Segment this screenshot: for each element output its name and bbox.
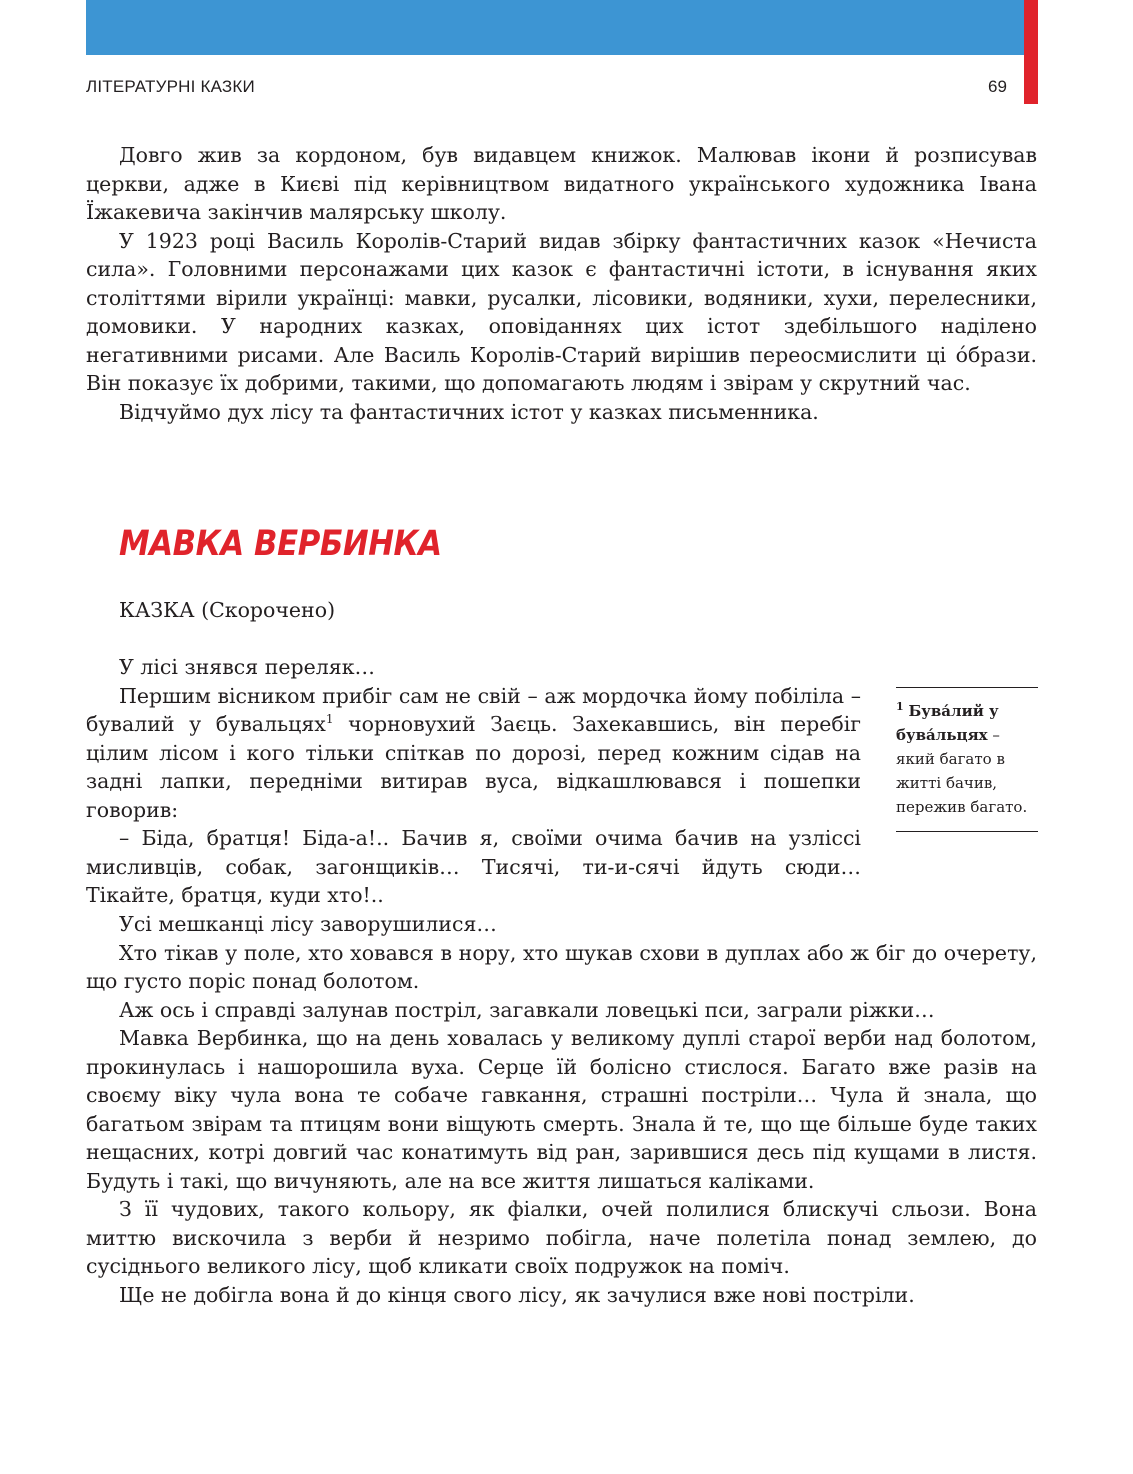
paragraph: Усі мешканці лісу заворушилися…: [119, 912, 497, 936]
footnote-box: [896, 687, 1038, 832]
paragraph: Хто тікав у поле, хто ховався в нору, хто шукав схови в дуплах або ж біг до очерету, що густо поріс понад болотом.: [86, 940, 1037, 993]
paragraph: – Біда, братця! Біда-а!.. Бачив я, своїми очима бачив на узліссі мисливців, собак, загонщиків… Тисячі, ти-и-сячі йдуть сюди… Тікайте, братця, куди хто!..: [86, 826, 861, 907]
footnote-marker: 1: [896, 700, 904, 713]
story-title: МАВКА ВЕРБИНКА: [119, 524, 442, 564]
page-number: 69: [988, 77, 1007, 96]
footnote-definition: – який багато в житті бачив, пережив багато.: [896, 726, 1028, 816]
story-text-narrow: [86, 653, 861, 910]
paragraph: У 1923 році Василь Королів-Старий видав збірку фантастичних казок «Нечиста сила». Головними персонажами цих казок є фантастичні істоти, в існування яких століттями вірили українці: мавки, русалки, лісовики, водяники, хухи, перелесники, домовики. У народних казках, оповіданнях цих істот здебільшого наділено негативними рисами. Але Василь Королів-Старий вирішив переосмислити ці óбрази. Він показує їх добрими, такими, що допомагають людям і звірам у скрутний час.: [86, 228, 1037, 395]
footnote-term: Бува́лий у бува́льцях: [896, 702, 999, 744]
header-color-bar: [86, 0, 1024, 55]
paragraph: Аж ось і справді залунав постріл, загавкали ловецькі пси, заграли ріжки…: [119, 997, 935, 1022]
paragraph: Відчуймо дух лісу та фантастичних істот у казках письменника.: [119, 399, 819, 424]
running-head: ЛІТЕРАТУРНІ КАЗКИ: [86, 77, 255, 96]
paragraph: Мавка Вербинка, що на день ховалась у великому дуплі старої верби над болотом, прокинулась і нашорошила вуха. Серце їй болісно стислося. Багато вже разів на своєму віку чула вона те собаче гавкання, страшні постріли… Чула й знала, що багатьом звірам та птицям вони віщують смерть. Знала й те, що ще більше буде таких нещасних, котрі довгий час конатимуть від ран, зарившися десь під кущами в листя. Будуть і такі, що вичуняють, але на все життя лишаться каліками.: [86, 1026, 1037, 1193]
paragraph: Ще не добігла вона й до кінця свого лісу, як зачулися вже нові постріли.: [119, 1282, 915, 1307]
paragraph: У лісі знявся переляк…: [119, 655, 376, 679]
paragraph: Довго жив за кордоном, був видавцем книжок. Малював ікони й розписував церкви, адже в Києві під керівництвом видатного українського художника Івана Їжакевича закінчив малярську школу.: [86, 143, 1037, 224]
paragraph: З її чудових, такого кольору, як фіалки, очей полилися блискучі сльози. Вона миттю вискочила з верби й незримо побігла, наче полетіла понад землею, до сусіднього великого лісу, щоб кликати своїх подружок на поміч.: [86, 1197, 1037, 1278]
story-text-wide: [86, 910, 1037, 1309]
footnote-reference: 1: [325, 712, 334, 726]
intro-text: [86, 141, 1037, 426]
paragraph-text: чорновухий Заєць. Захекавшись, він перебіг цілим лісом і кого тільки спіткав по дорозі, перед кожним сідав на задні лапки, передніми витирав вуса, відкашлювався і пошепки говорив:: [86, 712, 862, 822]
story-subtitle: КАЗКА (Скорочено): [119, 598, 336, 622]
chapter-edge-tab: [1024, 0, 1038, 104]
paragraph-text: Першим вісником прибіг сам не свій – аж мордочка йому побіліла – бувалий у бувальцях: [86, 683, 861, 736]
paragraph: [86, 682, 861, 825]
